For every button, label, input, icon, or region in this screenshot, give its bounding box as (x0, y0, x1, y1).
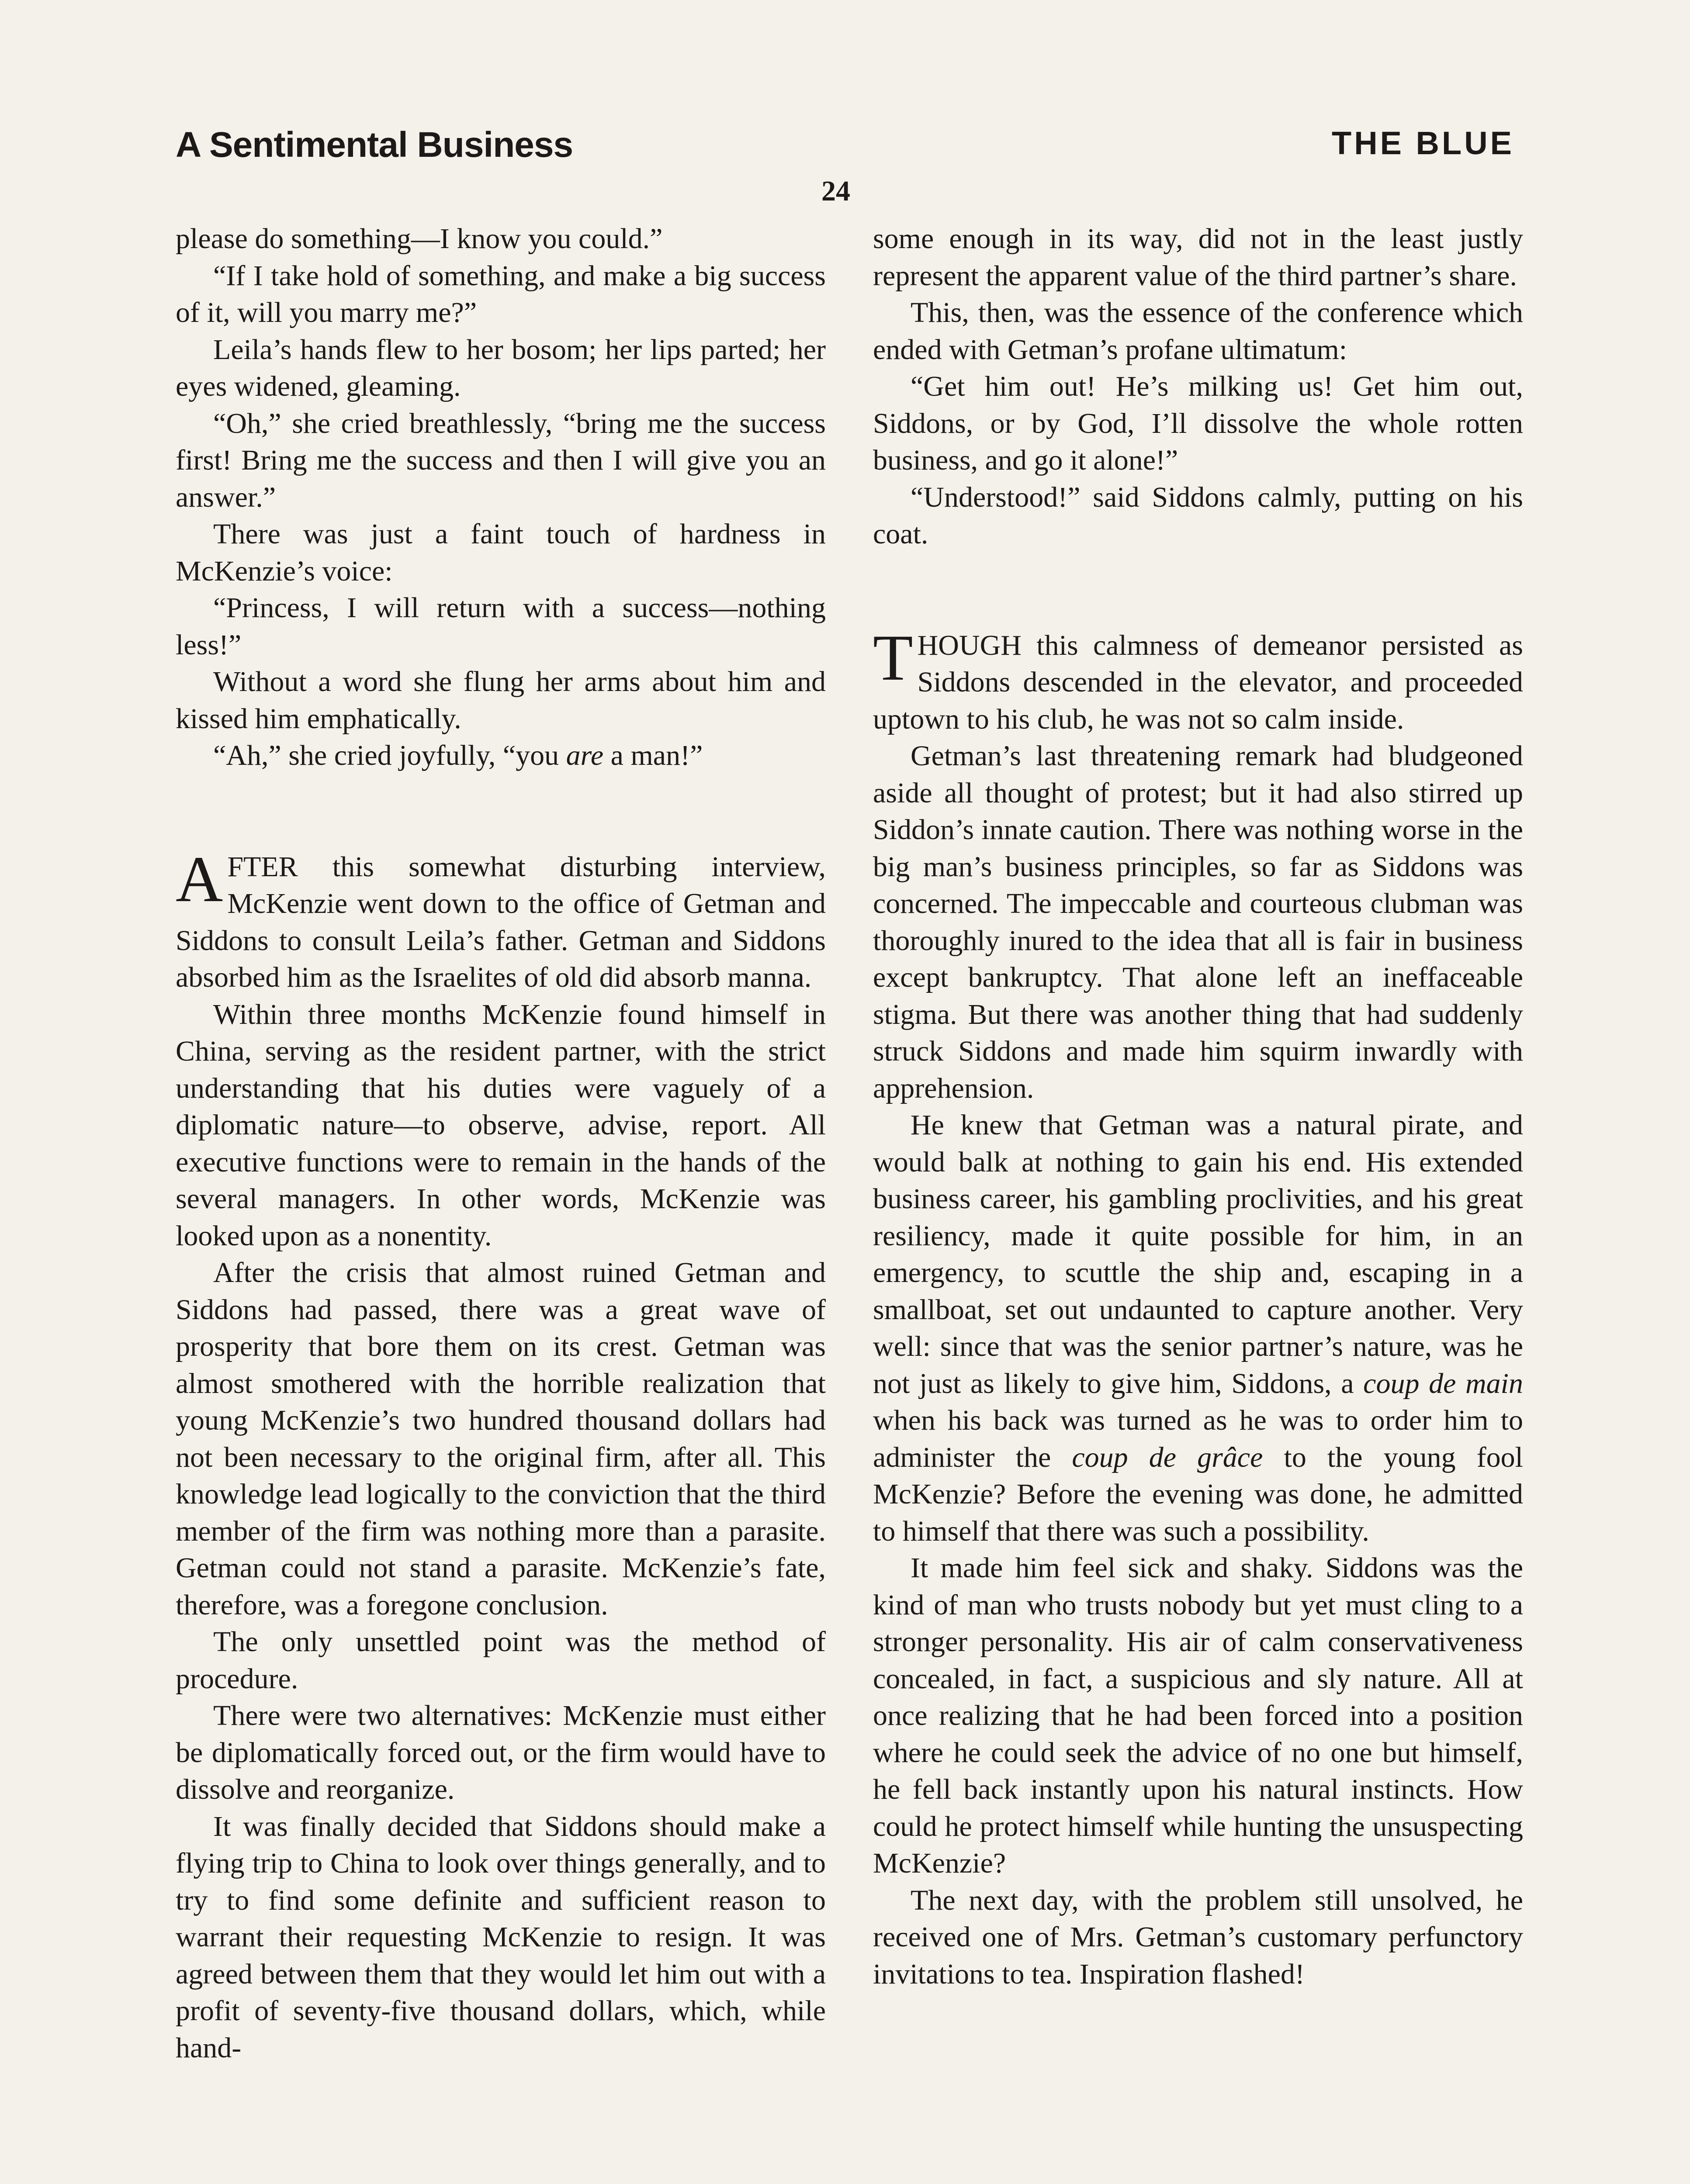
magazine-title: THE BLUE (1332, 125, 1514, 161)
paragraph: This, then, was the essence of the conference which ended with Getman’s profane ultimatum: (873, 297, 1523, 366)
paragraph: please do something—I know you could.” (176, 223, 663, 255)
paragraph: Within three months McKenzie found himself in China, serving as the resident partner, with the strict understanding that his duties were vaguely of a diplomatic nature—to observe, advise, report. All executive functions were to remain in the hands of the several managers. In other words, McKenzie was looked upon as a nonentity. (176, 998, 826, 1252)
section-opening-paragraph (873, 621, 1523, 738)
paragraph: There was just a faint touch of hardness in McKenzie’s voice: (176, 518, 826, 587)
paragraph: The only unsettled point was the method of procedure. (176, 1626, 826, 1695)
paragraph: The next day, with the problem still unsolved, he received one of Mrs. Getman’s customary perfunctory invitations to tea. Inspiration flashed! (873, 1884, 1523, 1990)
paragraph (176, 737, 826, 774)
emphasis: are (566, 740, 604, 771)
drop-cap: A (176, 843, 223, 916)
paragraph (873, 1107, 1523, 1550)
drop-cap: T (873, 621, 913, 694)
paragraph: “Understood!” said Siddons calmly, putting on his coat. (873, 481, 1523, 550)
section-opening-paragraph (176, 843, 826, 996)
right-column (873, 221, 1523, 1993)
text-run: “Ah,” she cried joyfully, “you (213, 740, 566, 771)
text-run: He knew that Getman was a natural pirate, and would balk at nothing to gain his end. His extended business career, his gambling proclivities, and his great resiliency, made it quite possible for him, in an emergency, to scuttle the ship and, escaping in a smallboat, set out undaunted to capture another. Very well: since that was the senior partner’s nature, was he not just as likely to give him, Siddons, a (873, 1109, 1523, 1400)
paragraph: “Get him out! He’s milking us! Get him out, Siddons, or by God, I’ll dissolve the whole rotten business, and go it alone!” (873, 370, 1523, 476)
paragraph: There were two alternatives: McKenzie must either be diplomatically forced out, or the firm would have to dissolve and reorganize. (176, 1700, 826, 1805)
paragraph: Leila’s hands flew to her bosom; her lips parted; her eyes widened, gleaming. (176, 333, 826, 402)
paragraph: “If I take hold of something, and make a big success of it, will you marry me?” (176, 259, 826, 328)
text-run: to the young fool McKenzie? Before the evening was done, he admitted to himself that there was such a possibility. (873, 1441, 1523, 1547)
text-run: a man!” (603, 740, 703, 771)
paragraph: After the crisis that almost ruined Getman and Siddons had passed, there was a great wave of prosperity that bore them on its crest. Getman was almost smothered with the horrible realization that young McKenzie’s two hundred thousand dollars had not been necessary to the original firm, after all. This knowledge lead logically to the conviction that the third member of the firm was nothing more than a parasite. Getman could not stand a parasite. McKenzie’s fate, therefore, was a foregone conclusion. (176, 1257, 826, 1621)
page-number: 24 (821, 175, 850, 207)
paragraph: “Princess, I will return with a success—nothing less!” (176, 592, 826, 661)
text-run: FTER this somewhat disturbing interview, McKenzie went down to the office of Getman and Siddons to consult Leila’s father. Getman and Siddons absorbed him as the Israelites of old did absorb manna. (176, 850, 826, 993)
paragraph: “Oh,” she cried breathlessly, “bring me the success first! Bring me the success and then I will give you an answer.” (176, 407, 826, 513)
left-column (176, 221, 826, 2067)
text-run: HOUGH this calmness of demeanor persisted as Siddons descended in the elevator, and proceeded uptown to his club, he was not so calm inside. (873, 629, 1523, 735)
paragraph: Without a word she flung her arms about him and kissed him emphatically. (176, 666, 826, 735)
paragraph: It made him feel sick and shaky. Siddons was the kind of man who trusts nobody but yet must cling to a stronger personality. His air of calm conservativeness concealed, in fact, a suspicious and sly nature. All at once realizing that he had been forced into a position where he could seek the advice of no one but himself, he fell back instantly upon his natural instincts. How could he protect himself while hunting the unsuspecting McKenzie? (873, 1552, 1523, 1879)
emphasis: coup de grâce (1072, 1441, 1263, 1473)
emphasis: coup de main (1363, 1367, 1523, 1400)
paragraph: some enough in its way, did not in the least justly represent the apparent value of the third partner’s share. (873, 223, 1523, 292)
paragraph: Getman’s last threatening remark had bludgeoned aside all thought of protest; but it had also stirred up Siddon’s innate caution. There was nothing worse in the big man’s business principles, so far as Siddons was concerned. The impeccable and courteous clubman was thoroughly inured to the idea that all is fair in business except bankruptcy. That alone left an ineffaceable stigma. But there was another thing that had suddenly struck Siddons and made him squirm inwardly with apprehension. (873, 740, 1523, 1104)
paragraph: It was finally decided that Siddons should make a flying trip to China to look over things generally, and to try to find some definite and sufficient reason to warrant their requesting McKenzie to resign. It was agreed between them that they would let him out with a profit of seventy-five thousand dollars, which, while hand- (176, 1810, 826, 2064)
story-title: A Sentimental Business (176, 125, 573, 165)
text-run: when his back was turned as he was to order him to administer the (873, 1404, 1523, 1473)
